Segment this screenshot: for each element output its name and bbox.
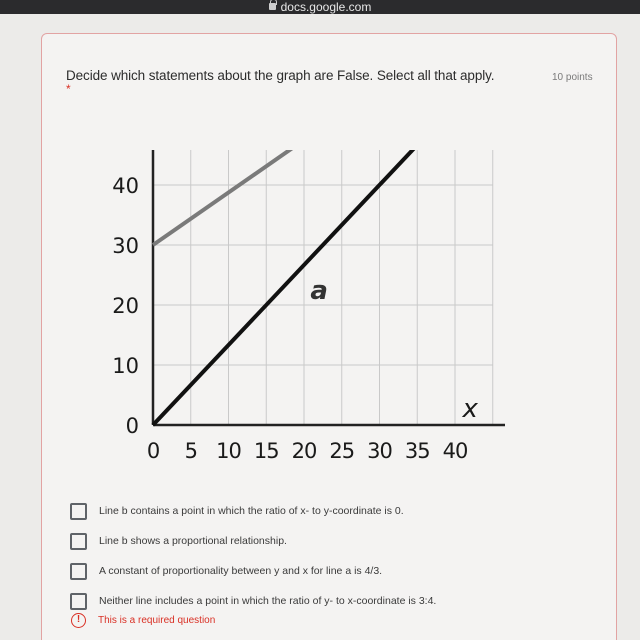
error-text: This is a required question [98, 615, 216, 626]
y-tick-label: 0 [125, 414, 139, 438]
x-tick-label: 40 [442, 439, 468, 463]
y-tick-label: 20 [112, 294, 139, 318]
lock-icon [269, 3, 276, 10]
required-error [71, 613, 215, 628]
y-tick-label: 40 [112, 174, 139, 198]
x-axis-label: x [462, 394, 478, 424]
error-icon: ! [71, 613, 86, 628]
x-tick-label: 10 [216, 439, 241, 463]
x-tick-label: 25 [329, 439, 355, 463]
x-tick-label: 5 [184, 439, 197, 463]
x-tick-label: 30 [367, 439, 392, 463]
option-1[interactable] [70, 496, 436, 526]
url-text: docs.google.com [280, 0, 372, 14]
option-label: Neither line includes a point in which the ratio of y- to x-coordinate is 3:4. [99, 595, 437, 607]
option-3[interactable] [70, 556, 436, 586]
x-tick-label: 15 [253, 439, 279, 463]
y-tick-label: 30 [112, 234, 139, 258]
checkbox[interactable] [70, 593, 87, 610]
points-label: 10 points [552, 72, 593, 83]
tick-labels [112, 150, 467, 463]
x-tick-label: 20 [291, 439, 317, 463]
series-label-a: a [310, 276, 328, 306]
series-layer [153, 150, 493, 425]
x-tick-label: 0 [146, 439, 160, 463]
option-label: Line b contains a point in which the ratio of x- to y-coordinate is 0. [99, 505, 404, 517]
checkbox[interactable] [70, 533, 87, 550]
option-4[interactable] [70, 586, 436, 616]
checkbox[interactable] [70, 563, 87, 580]
x-tick-label: 35 [404, 439, 430, 463]
option-label: A constant of proportionality between y and x for line a is 4/3. [99, 565, 383, 577]
y-tick-label: 10 [112, 354, 139, 378]
options-list [70, 496, 436, 616]
option-label: Line b shows a proportional relationship. [99, 535, 287, 547]
axes [153, 150, 505, 425]
checkbox[interactable] [70, 503, 87, 520]
browser-address-bar [0, 0, 640, 14]
question-title: Decide which statements about the graph are False. Select all that apply. [66, 68, 495, 83]
required-asterisk: * [66, 82, 71, 96]
graph-image [95, 150, 505, 470]
option-2[interactable] [70, 526, 436, 556]
